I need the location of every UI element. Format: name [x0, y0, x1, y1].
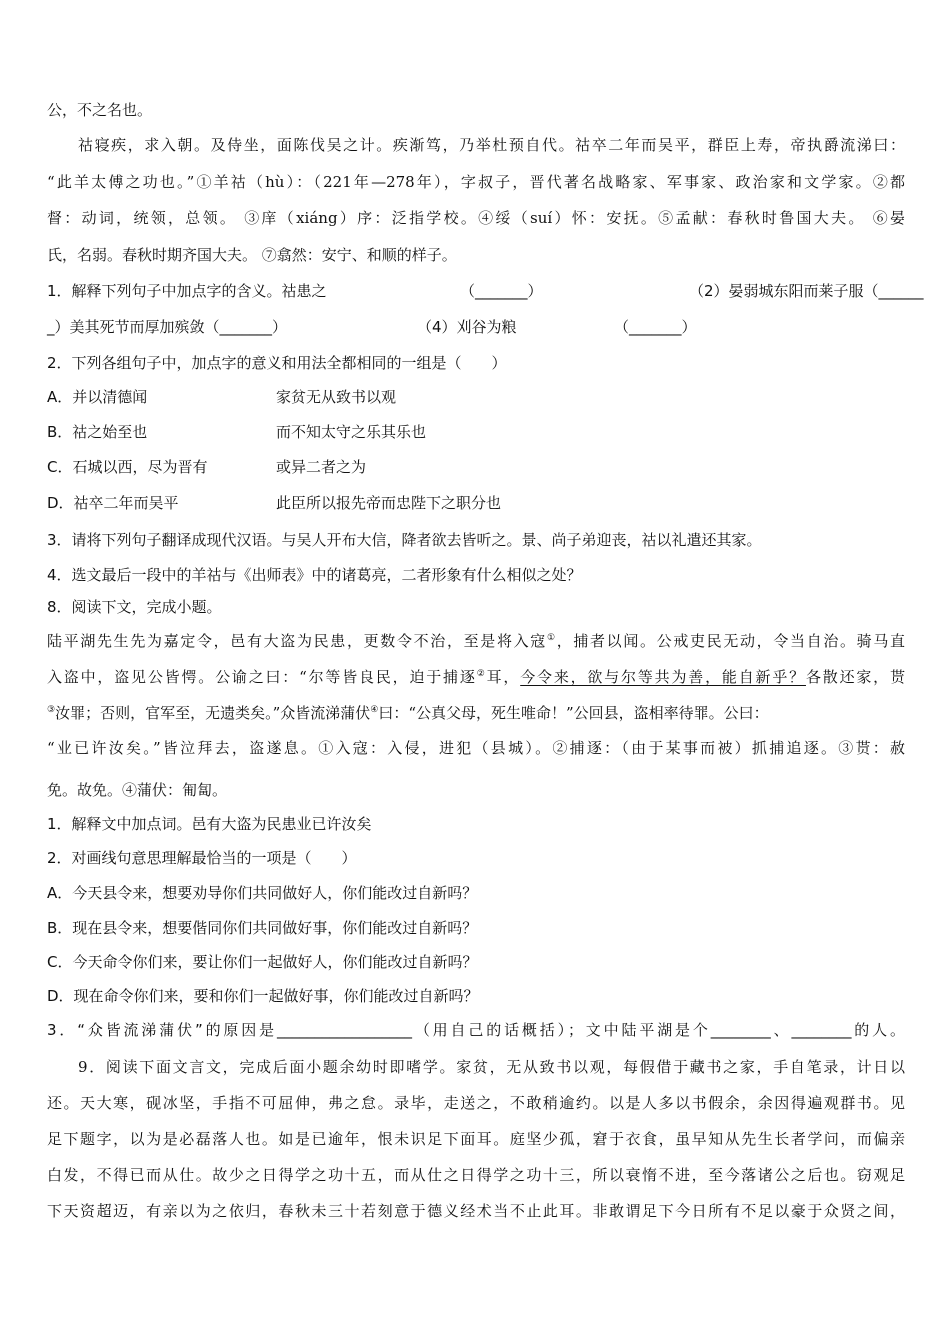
footnote-mark: ② — [476, 669, 487, 679]
passage-line: “业已许汝矣。”皆泣拜去，盗遂息。①入寇：入侵，进犯（县城）。②捕逐：（由于某事而被）抓捕追逐。③贳：赦 — [47, 739, 905, 757]
question-1-item-2: （2）晏弱城东阳而莱子服（______ — [689, 282, 924, 300]
passage-line — [47, 702, 905, 724]
option-right: 而不知太守之乐其乐也 — [276, 423, 427, 441]
section-9-line: 白发，不得已而从仕。故少之日得学之功十五，而从仕之日得学之功十三，所以衰惰不进，至今落诸公之后也。窃观足 — [47, 1166, 905, 1184]
question-1-item-4: （4）刈谷为粮 — [417, 318, 517, 336]
option-row — [47, 456, 905, 478]
text: 汝罪；否则，官军至，无遗类矣。”众皆流涕蒲伏 — [55, 704, 371, 722]
option-left: D．祜卒二年而吴平 — [47, 494, 179, 512]
section-8-title: 8．阅读下文，完成小题。 — [47, 598, 222, 616]
section-9-line: 下天资超迈，有亲以为之依归，春秋未三十若刻意于德义经术当不止此耳。非敢谓足下今日所有不足以豪于众贤之间， — [47, 1202, 905, 1220]
section-9-line: 还。天大寒，砚冰坚，手指不可屈伸，弗之怠。录毕，走送之，不敢稍逾约。以是人多以书假余，余因得遍观群书。见 — [47, 1094, 905, 1112]
question-3: 3．请将下列句子翻译成现代汉语。与吴人开布大信，降者欲去皆听之。景、尚子弟迎丧，祜以礼遣还其家。 — [47, 531, 762, 549]
underlined-sentence: 今令来，欲与尔等共为善，能自新乎？ — [520, 668, 806, 686]
text: 陆平湖先生先为嘉定令，邑有大盗为民患，更数令不治，至是将入寇 — [47, 632, 547, 650]
passage-line: 督：动词，统领，总领。 ③庠（xiáng）序：泛指学校。④绥（suí）怀：安抚。⑤孟献：春秋时鲁国大夫。 ⑥晏 — [47, 209, 905, 227]
passage-line — [47, 630, 905, 652]
option-left: C．石城以西，尽为晋有 — [47, 458, 208, 476]
question-4: 4．选文最后一段中的羊祜与《出师表》中的诸葛亮，二者形象有什么相似之处？ — [47, 566, 582, 584]
option-right: 此臣所以报先帝而忠陛下之职分也 — [276, 494, 502, 512]
option-row — [47, 421, 905, 443]
option-d: D．现在命令你们来，要和你们一起做好事，你们能改过自新吗？ — [47, 987, 479, 1005]
footnote-mark: ③ — [47, 705, 56, 715]
text: 曰：“公真父母，死生唯命！”公回县，盗相率待罪。公曰： — [378, 704, 769, 722]
passage-line: 祜寝疾，求入朝。及侍坐，面陈伐吴之计。疾渐笃，乃举杜预自代。祜卒二年而吴平，群臣上寿，帝执爵流涕曰： — [78, 136, 905, 154]
passage-line: 公，不之名也。 — [47, 101, 153, 119]
option-right: 家贫无从致书以观 — [276, 388, 397, 406]
option-a: A．今天县令来，想要劝导你们共同做好人，你们能改过自新吗？ — [47, 884, 478, 902]
option-b: B．现在县令来，想要偕同你们共同做好事，你们能改过自新吗？ — [47, 919, 478, 937]
footnote-mark: ① — [546, 633, 557, 643]
footnote-mark: ④ — [370, 705, 379, 715]
text: 耳， — [486, 668, 521, 686]
passage-line: 免。故免。④蒲伏：匍匐。 — [47, 781, 228, 799]
option-left: A．并以清德闻 — [47, 388, 148, 406]
section-8-question-2: 2．对画线句意思理解最恰当的一项是（ ） — [47, 849, 357, 867]
option-left: B．祜之始至也 — [47, 423, 148, 441]
answer-blank[interactable]: （_______） — [460, 282, 543, 300]
passage-line: “此羊太傅之功也。”①羊祜（hù）：（221年—278年），字叔子，晋代著名战略家、军事家、政治家和文学家。②都 — [47, 173, 905, 191]
text: ，捕者以闻。公戒吏民无动，令当自治。骑马直 — [556, 632, 905, 650]
text: 入盗中，盗见公皆愕。公谕之曰：“尔等皆良民，迫于捕逐 — [47, 668, 477, 686]
option-c: C．今天命令你们来，要让你们一起做好人，你们能改过自新吗？ — [47, 953, 478, 971]
passage-line — [47, 666, 905, 688]
option-right: 或异二者之为 — [276, 458, 367, 476]
question-1-stem: 1．解释下列句子中加点字的含义。祜患之 — [47, 282, 327, 300]
section-9-line: 9．阅读下面文言文，完成后面小题余幼时即嗜学。家贫，无从致书以观，每假借于藏书之家，手自笔录，计日以 — [78, 1058, 905, 1076]
section-8-question-3: 3．“众皆流涕蒲伏”的原因是__________________（用自己的话概括）；文中陆平湖是个________、________的人。 — [47, 1021, 905, 1039]
question-1-item-3: _）美其死节而厚加殡敛（_______） — [47, 318, 288, 336]
option-row — [47, 492, 905, 514]
section-9-line: 足下题字，以为是必磊落人也。如是已逾年，恨未识足下面耳。庭坚少孤，窘于衣食，虽早知从先生长者学问，而偏亲 — [47, 1130, 905, 1148]
option-row — [47, 386, 905, 408]
section-8-question-1: 1．解释文中加点词。邑有大盗为民患业已许汝矣 — [47, 815, 372, 833]
question-2-stem: 2．下列各组句子中，加点字的意义和用法全都相同的一组是（ ） — [47, 354, 507, 372]
passage-line: 氏，名弱。春秋时期齐国大夫。 ⑦翕然：安宁、和顺的样子。 — [47, 246, 457, 264]
text: 各散还家，贳 — [805, 668, 905, 686]
answer-blank[interactable]: （_______） — [614, 318, 697, 336]
